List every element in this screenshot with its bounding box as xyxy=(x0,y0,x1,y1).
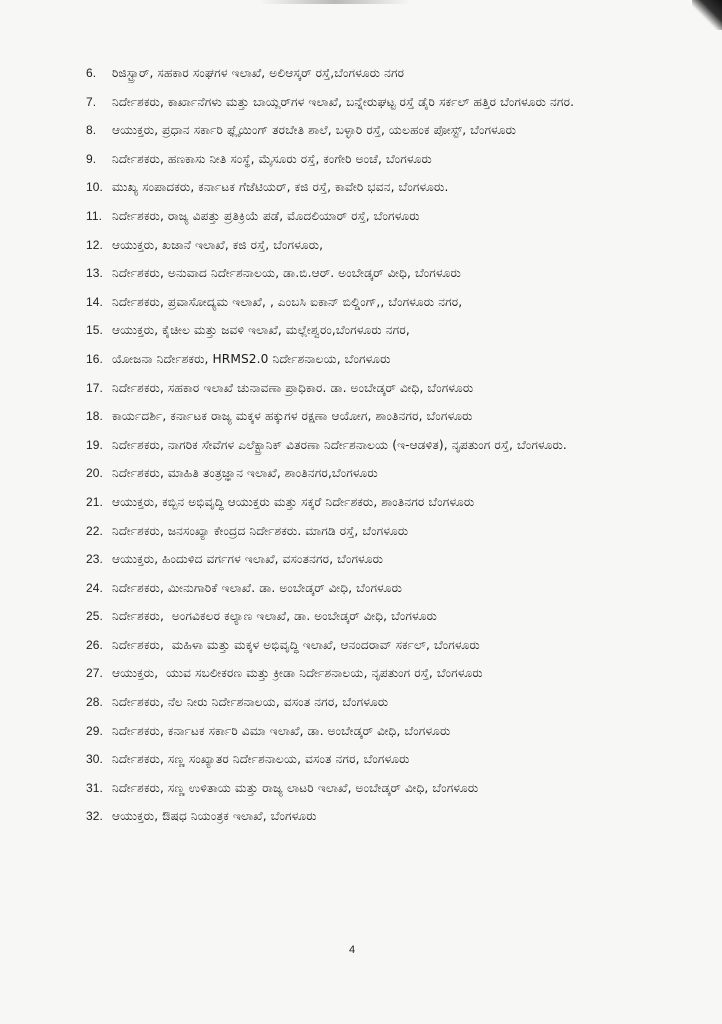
item-text: ನಿರ್ದೇಶಕರು, ಸಣ್ಣ ಉಳಿತಾಯ ಮತ್ತು ರಾಜ್ಯ ಲಾಟರಿ ಇಲಾಖೆ, ಅಂಬೇಡ್ಕರ್ ವೀಧಿ, ಬೆಂಗಳೂರು xyxy=(112,780,479,795)
list-item xyxy=(86,660,676,686)
item-text: ನಿರ್ದೇಶಕರು, ಪ್ರವಾಸೋದ್ಯಮ ಇಲಾಖೆ, , ಎಂಬಸಿ ಐಕಾನ್ ಬಿಲ್ಡಿಂಗ್,, ಬೆಂಗಳೂರು ನಗರ, xyxy=(112,294,463,309)
list-item xyxy=(86,60,676,86)
item-number: 16. xyxy=(86,351,103,366)
list-item xyxy=(86,546,676,572)
item-number: 15. xyxy=(86,323,103,338)
list-item xyxy=(86,775,676,801)
list-item xyxy=(86,632,676,658)
item-number: 9. xyxy=(86,151,97,166)
item-number: 27. xyxy=(86,666,103,681)
item-text: ನಿರ್ದೇಶಕರು, ಮಾಹಿತಿ ತಂತ್ರಜ್ಞಾನ ಇಲಾಖೆ, ಶಾಂತಿನಗರ,ಬೆಂಗಳೂರು xyxy=(112,466,378,481)
item-text: ಆಯುಕ್ತರು, ಪ್ರಧಾನ ಸರ್ಕಾರಿ ಫ್ಲೈಯಿಂಗ್ ತರಬೇತಿ ಶಾಲೆ, ಬಳ್ಳಾರಿ ರಸ್ತೆ, ಯಲಹಂಕ ಪೋಸ್ಟ್, ಬೆಂಗಳೂರು xyxy=(112,123,517,138)
list-item xyxy=(86,518,676,544)
item-text: ಆಯುಕ್ತರು, ಕೈಚೀಲ ಮತ್ತು ಜವಳಿ ಇಲಾಖೆ, ಮಲ್ಲೇಶ್ವರಂ,ಬೆಂಗಳೂರು ನಗರ, xyxy=(112,323,410,338)
item-number: 7. xyxy=(86,94,97,109)
item-number: 25. xyxy=(86,609,103,624)
item-text: ನಿರ್ದೇಶಕರು, ನೆಲ ನೀರು ನಿರ್ದೇಶನಾಲಯ, ವಸಂತ ನಗರ, ಬೆಂಗಳೂರು xyxy=(112,695,389,710)
list-item xyxy=(86,603,676,629)
page-number: 4 xyxy=(349,944,356,956)
item-text: ನಿರ್ದೇಶಕರು, ಕಾರ್ಖಾನೆಗಳು ಮತ್ತು ಬಾಯ್ಲರ್‌ಗಳ ಇಲಾಖೆ, ಬನ್ನೇರುಘಟ್ಟ ರಸ್ತೆ ಡೈರಿ ಸರ್ಕಲ್ ಹತ್ತಿರ ಬೆಂಗಳೂರು ನಗರ. xyxy=(112,94,575,109)
list-item xyxy=(86,89,676,115)
list-item xyxy=(86,689,676,715)
item-number: 26. xyxy=(86,637,103,652)
item-number: 19. xyxy=(86,437,103,452)
item-text: ಯೋಜನಾ ನಿರ್ದೇಶಕರು, HRMS2.0 ನಿರ್ದೇಶನಾಲಯ, ಬೆಂಗಳೂರು xyxy=(112,351,391,366)
item-number: 13. xyxy=(86,266,103,281)
item-number: 10. xyxy=(86,180,103,195)
list-item xyxy=(86,375,676,401)
item-text: ಆಯುಕ್ತರು, ಕಬ್ಬಿನ ಅಭಿವೃದ್ಧಿ ಆಯುಕ್ತರು ಮತ್ತು ಸಕ್ಕರೆ ನಿರ್ದೇಶಕರು, ಶಾಂತಿನಗರ ಬೆಂಗಳೂರು xyxy=(112,494,475,509)
item-number: 20. xyxy=(86,466,103,481)
item-number: 8. xyxy=(86,123,97,138)
list-item xyxy=(86,575,676,601)
item-text: ನಿರ್ದೇಶಕರು, ಮಹಿಳಾ ಮತ್ತು ಮಕ್ಕಳ ಅಭಿವೃದ್ಧಿ ಇಲಾಖೆ, ಆನಂದರಾವ್ ಸರ್ಕಲ್, ಬೆಂಗಳೂರು xyxy=(112,637,480,652)
list-item xyxy=(86,746,676,772)
item-number: 24. xyxy=(86,580,103,595)
recipient-list xyxy=(86,60,676,832)
item-text: ಕಾರ್ಯದರ್ಶಿ, ಕರ್ನಾಟಕ ರಾಜ್ಯ ಮಕ್ಕಳ ಹಕ್ಕುಗಳ ರಕ್ಷಣಾ ಆಯೋಗ, ಶಾಂತಿನಗರ, ಬೆಂಗಳೂರು xyxy=(112,409,473,424)
list-item xyxy=(86,718,676,744)
item-number: 17. xyxy=(86,380,103,395)
list-item xyxy=(86,803,676,829)
item-text: ರಿಜಿಸ್ಟ್ರಾರ್, ಸಹಕಾರ ಸಂಘಗಳ ಇಲಾಖೆ, ಅಲಿಆಸ್ಕರ್ ರಸ್ತೆ,ಬೆಂಗಳೂರು ನಗರ xyxy=(112,66,405,80)
item-text: ನಿರ್ದೇಶಕರು, ನಾಗರಿಕ ಸೇವೆಗಳ ಎಲೆಕ್ಟ್ರಾನಿಕ್ ವಿತರಣಾ ನಿರ್ದೇಶನಾಲಯ (ಇ-ಆಡಳಿತ), ನೃಪತುಂಗ ರಸ್ತೆ, ಬೆಂಗಳೂರು. xyxy=(112,437,567,452)
item-text: ನಿರ್ದೇಶಕರು, ಅಂಗವಿಕಲರ ಕಲ್ಯಾಣ ಇಲಾಖೆ, ಡಾ. ಅಂಬೇಡ್ಕರ್ ವೀಧಿ, ಬೆಂಗಳೂರು xyxy=(112,609,438,624)
item-text: ನಿರ್ದೇಶಕರು, ಸಣ್ಣ ಸಂಖ್ಯಾತರ ನಿರ್ದೇಶನಾಲಯ, ವಸಂತ ನಗರ, ಬೆಂಗಳೂರು xyxy=(112,752,410,767)
list-item xyxy=(86,146,676,172)
item-number: 29. xyxy=(86,723,103,738)
item-number: 32. xyxy=(86,809,103,824)
item-number: 11. xyxy=(86,208,103,223)
list-item xyxy=(86,346,676,372)
item-text: ನಿರ್ದೇಶಕರು, ಅನುವಾದ ನಿರ್ದೇಶನಾಲಯ, ಡಾ.ಬಿ.ಆರ್. ಅಂಬೇಡ್ಕರ್ ವೀಧಿ, ಬೆಂಗಳೂರು xyxy=(112,266,461,281)
list-item xyxy=(86,489,676,515)
item-number: 23. xyxy=(86,552,103,567)
item-number: 22. xyxy=(86,523,103,538)
item-number: 12. xyxy=(86,237,103,252)
list-item xyxy=(86,117,676,143)
item-number: 6. xyxy=(86,66,97,80)
item-text: ನಿರ್ದೇಶಕರು, ಸಹಕಾರ ಇಲಾಖೆ ಚುನಾವಣಾ ಪ್ರಾಧಿಕಾರ. ಡಾ. ಅಂಬೇಡ್ಕರ್ ವೀಧಿ, ಬೆಂಗಳೂರು xyxy=(112,380,474,395)
item-number: 31. xyxy=(86,780,103,795)
list-item xyxy=(86,232,676,258)
list-item xyxy=(86,432,676,458)
scan-corner-shadow xyxy=(692,0,722,30)
list-item xyxy=(86,289,676,315)
scan-edge-mark xyxy=(260,0,410,4)
item-text: ಆಯುಕ್ತರು, ಯುವ ಸಬಲೀಕರಣ ಮತ್ತು ಕ್ರೀಡಾ ನಿರ್ದೇಶನಾಲಯ, ನೃಪತುಂಗ ರಸ್ತೆ, ಬೆಂಗಳೂರು xyxy=(112,666,483,681)
item-text: ಆಯುಕ್ತರು, ಔಷಧ ನಿಯಂತ್ರಕ ಇಲಾಖೆ, ಬೆಂಗಳೂರು xyxy=(112,809,317,824)
item-text: ಮುಖ್ಯ ಸಂಪಾದಕರು, ಕರ್ನಾಟಕ ಗೆಜೆಟಿಯರ್, ಕಜಿ ರಸ್ತೆ, ಕಾವೇರಿ ಭವನ, ಬೆಂಗಳೂರು. xyxy=(112,180,449,195)
list-item xyxy=(86,460,676,486)
list-item xyxy=(86,203,676,229)
item-text: ನಿರ್ದೇಶಕರು, ರಾಜ್ಯ ವಿಪತ್ತು ಪ್ರತಿಕ್ರಿಯೆ ಪಡೆ, ಮೊದಲಿಯಾರ್ ರಸ್ತೆ, ಬೆಂಗಳೂರು xyxy=(112,208,420,223)
item-text: ನಿರ್ದೇಶಕರು, ಮೀನುಗಾರಿಕೆ ಇಲಾಖೆ. ಡಾ. ಅಂಬೇಡ್ಕರ್ ವೀಧಿ, ಬೆಂಗಳೂರು xyxy=(112,580,403,595)
list-item xyxy=(86,403,676,429)
item-number: 18. xyxy=(86,409,103,424)
item-number: 14. xyxy=(86,294,103,309)
item-text: ನಿರ್ದೇಶಕರು, ಹಣಕಾಸು ನೀತಿ ಸಂಸ್ಥೆ, ಮೈಸೂರು ರಸ್ತೆ, ಕಂಗೇರಿ ಅಂಚೆ, ಬೆಂಗಳೂರು xyxy=(112,151,432,166)
item-text: ಆಯುಕ್ತರು, ಖಜಾನೆ ಇಲಾಖೆ, ಕಜಿ ರಸ್ತೆ, ಬೆಂಗಳೂರು, xyxy=(112,237,324,252)
list-item xyxy=(86,260,676,286)
list-item xyxy=(86,317,676,343)
list-item xyxy=(86,174,676,200)
item-number: 30. xyxy=(86,752,103,767)
item-text: ನಿರ್ದೇಶಕರು, ಕರ್ನಾಟಕ ಸರ್ಕಾರಿ ವಿಮಾ ಇಲಾಖೆ, ಡಾ. ಅಂಬೇಡ್ಕರ್ ವೀಧಿ, ಬೆಂಗಳೂರು xyxy=(112,723,451,738)
item-text: ಆಯುಕ್ತರು, ಹಿಂದುಳಿದ ವರ್ಗಗಳ ಇಲಾಖೆ, ವಸಂತನಗರ, ಬೆಂಗಳೂರು xyxy=(112,552,384,567)
item-number: 21. xyxy=(86,494,103,509)
item-number: 28. xyxy=(86,695,103,710)
item-text: ನಿರ್ದೇಶಕರು, ಜನಸಂಖ್ಯಾ ಕೇಂದ್ರದ ನಿರ್ದೇಶಕರು. ಮಾಗಡಿ ರಸ್ತೆ, ಬೆಂಗಳೂರು xyxy=(112,523,409,538)
